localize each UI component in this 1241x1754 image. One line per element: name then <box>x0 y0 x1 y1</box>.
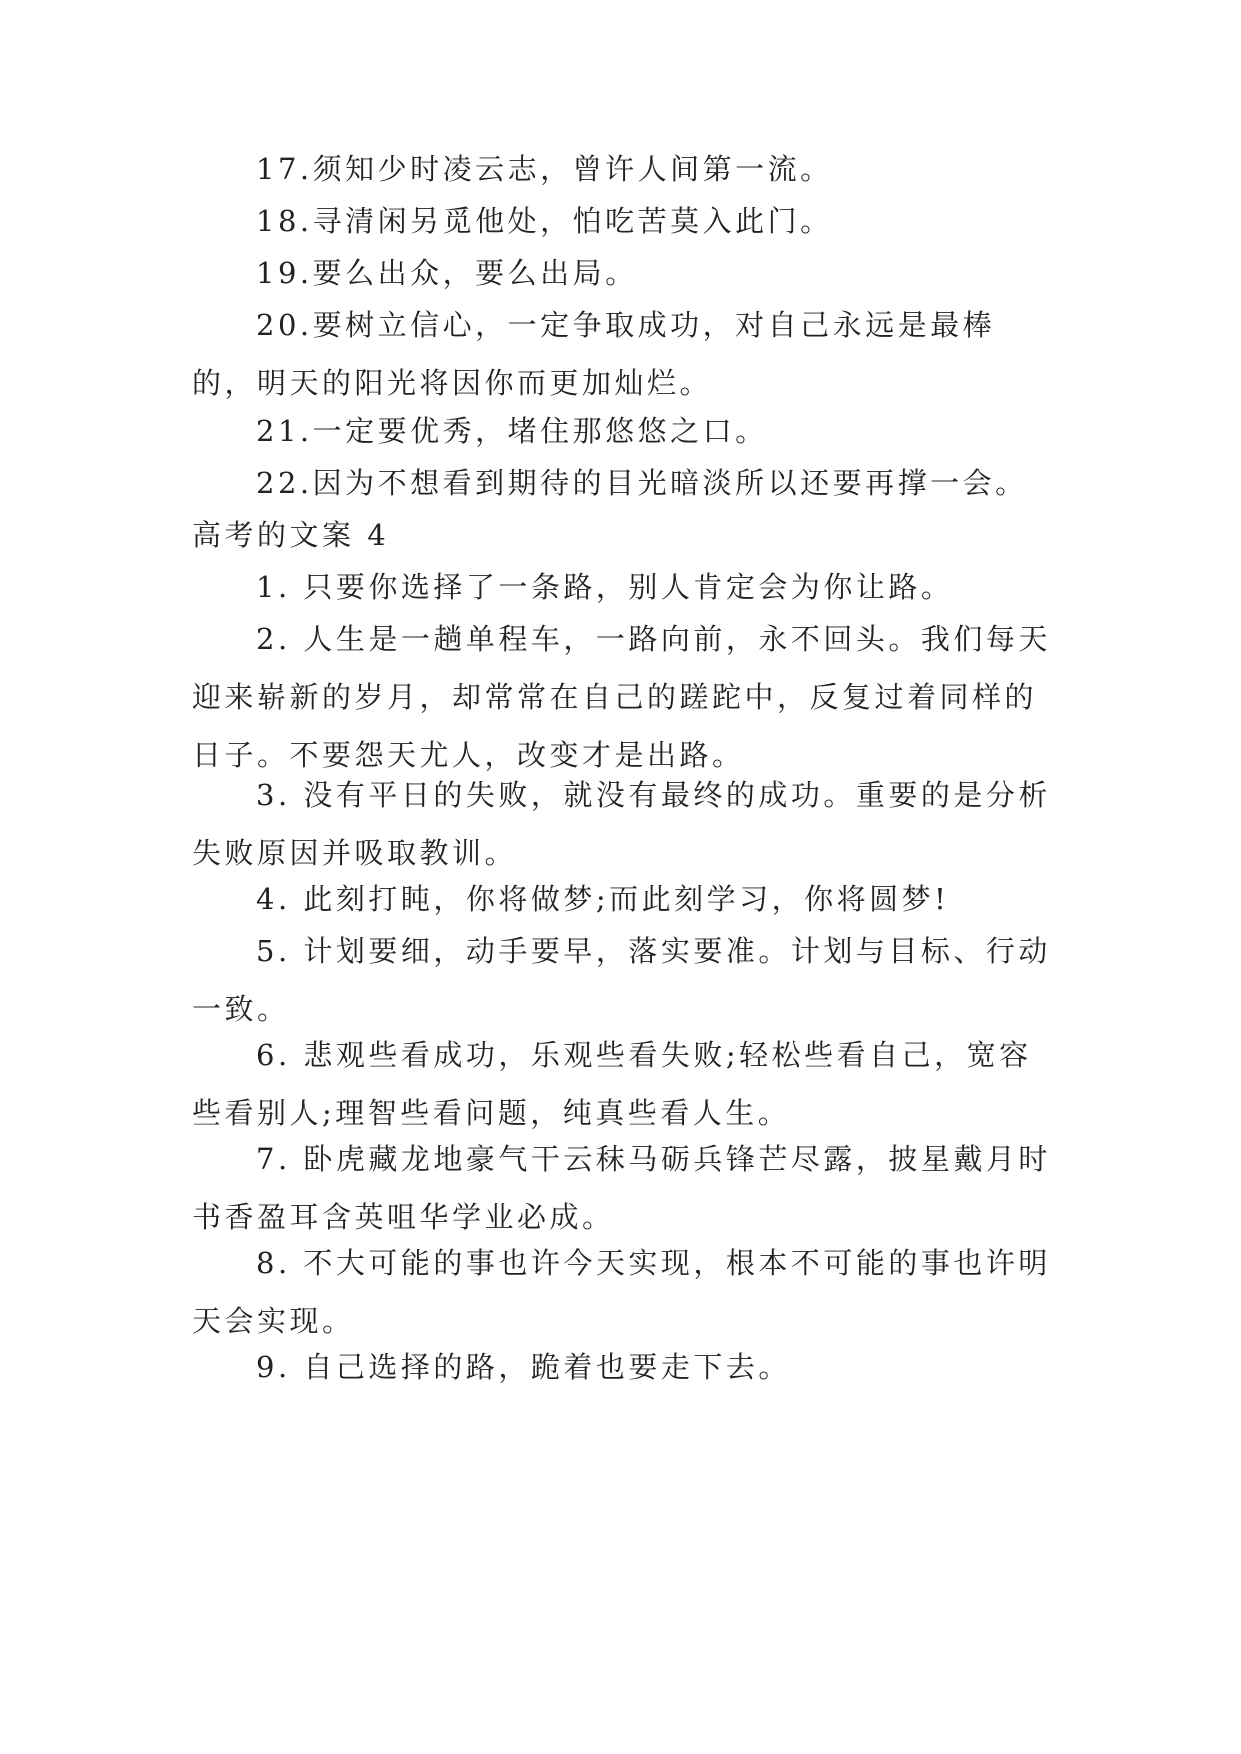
quote-3: 3. 没有平日的失败，就没有最终的成功。重要的是分析失败原因并吸取教训。 <box>192 778 1051 870</box>
quote-21: 21.一定要优秀，堵住那悠悠之口。 <box>256 414 768 448</box>
section-heading: 高考的文案 4 <box>192 518 390 552</box>
quote-7: 7. 卧虎藏龙地豪气干云秣马砺兵锋芒尽露，披星戴月时书香盈耳含英咀华学业必成。 <box>192 1142 1051 1234</box>
quote-4: 4. 此刻打盹，你将做梦;而此刻学习，你将圆梦! <box>256 882 950 916</box>
quote-22: 22.因为不想看到期待的目光暗淡所以还要再撑一会。 <box>256 466 1028 500</box>
quote-2: 2. 人生是一趟单程车，一路向前，永不回头。我们每天迎来崭新的岁月，却常常在自己的蹉跎中，反复过着同样的日子。不要怨天尤人，改变才是出路。 <box>192 622 1051 772</box>
quote-19: 19.要么出众，要么出局。 <box>256 256 638 290</box>
quote-20: 20.要树立信心，一定争取成功，对自己永远是最棒的，明天的阳光将因你而更加灿烂。 <box>192 308 996 400</box>
quote-18: 18.寻清闲另觅他处，怕吃苦莫入此门。 <box>256 204 833 238</box>
quote-9: 9. 自己选择的路，跪着也要走下去。 <box>256 1350 791 1384</box>
quote-1: 1. 只要你选择了一条路，别人肯定会为你让路。 <box>256 570 954 604</box>
quote-6: 6. 悲观些看成功，乐观些看失败;轻松些看自己，宽容些看别人;理智些看问题，纯真些看人生。 <box>192 1038 1032 1130</box>
quote-8: 8. 不大可能的事也许今天实现，根本不可能的事也许明天会实现。 <box>192 1246 1051 1338</box>
quote-5: 5. 计划要细，动手要早，落实要准。计划与目标、行动一致。 <box>192 934 1051 1026</box>
quote-17: 17.须知少时凌云志，曾许人间第一流。 <box>256 152 833 186</box>
